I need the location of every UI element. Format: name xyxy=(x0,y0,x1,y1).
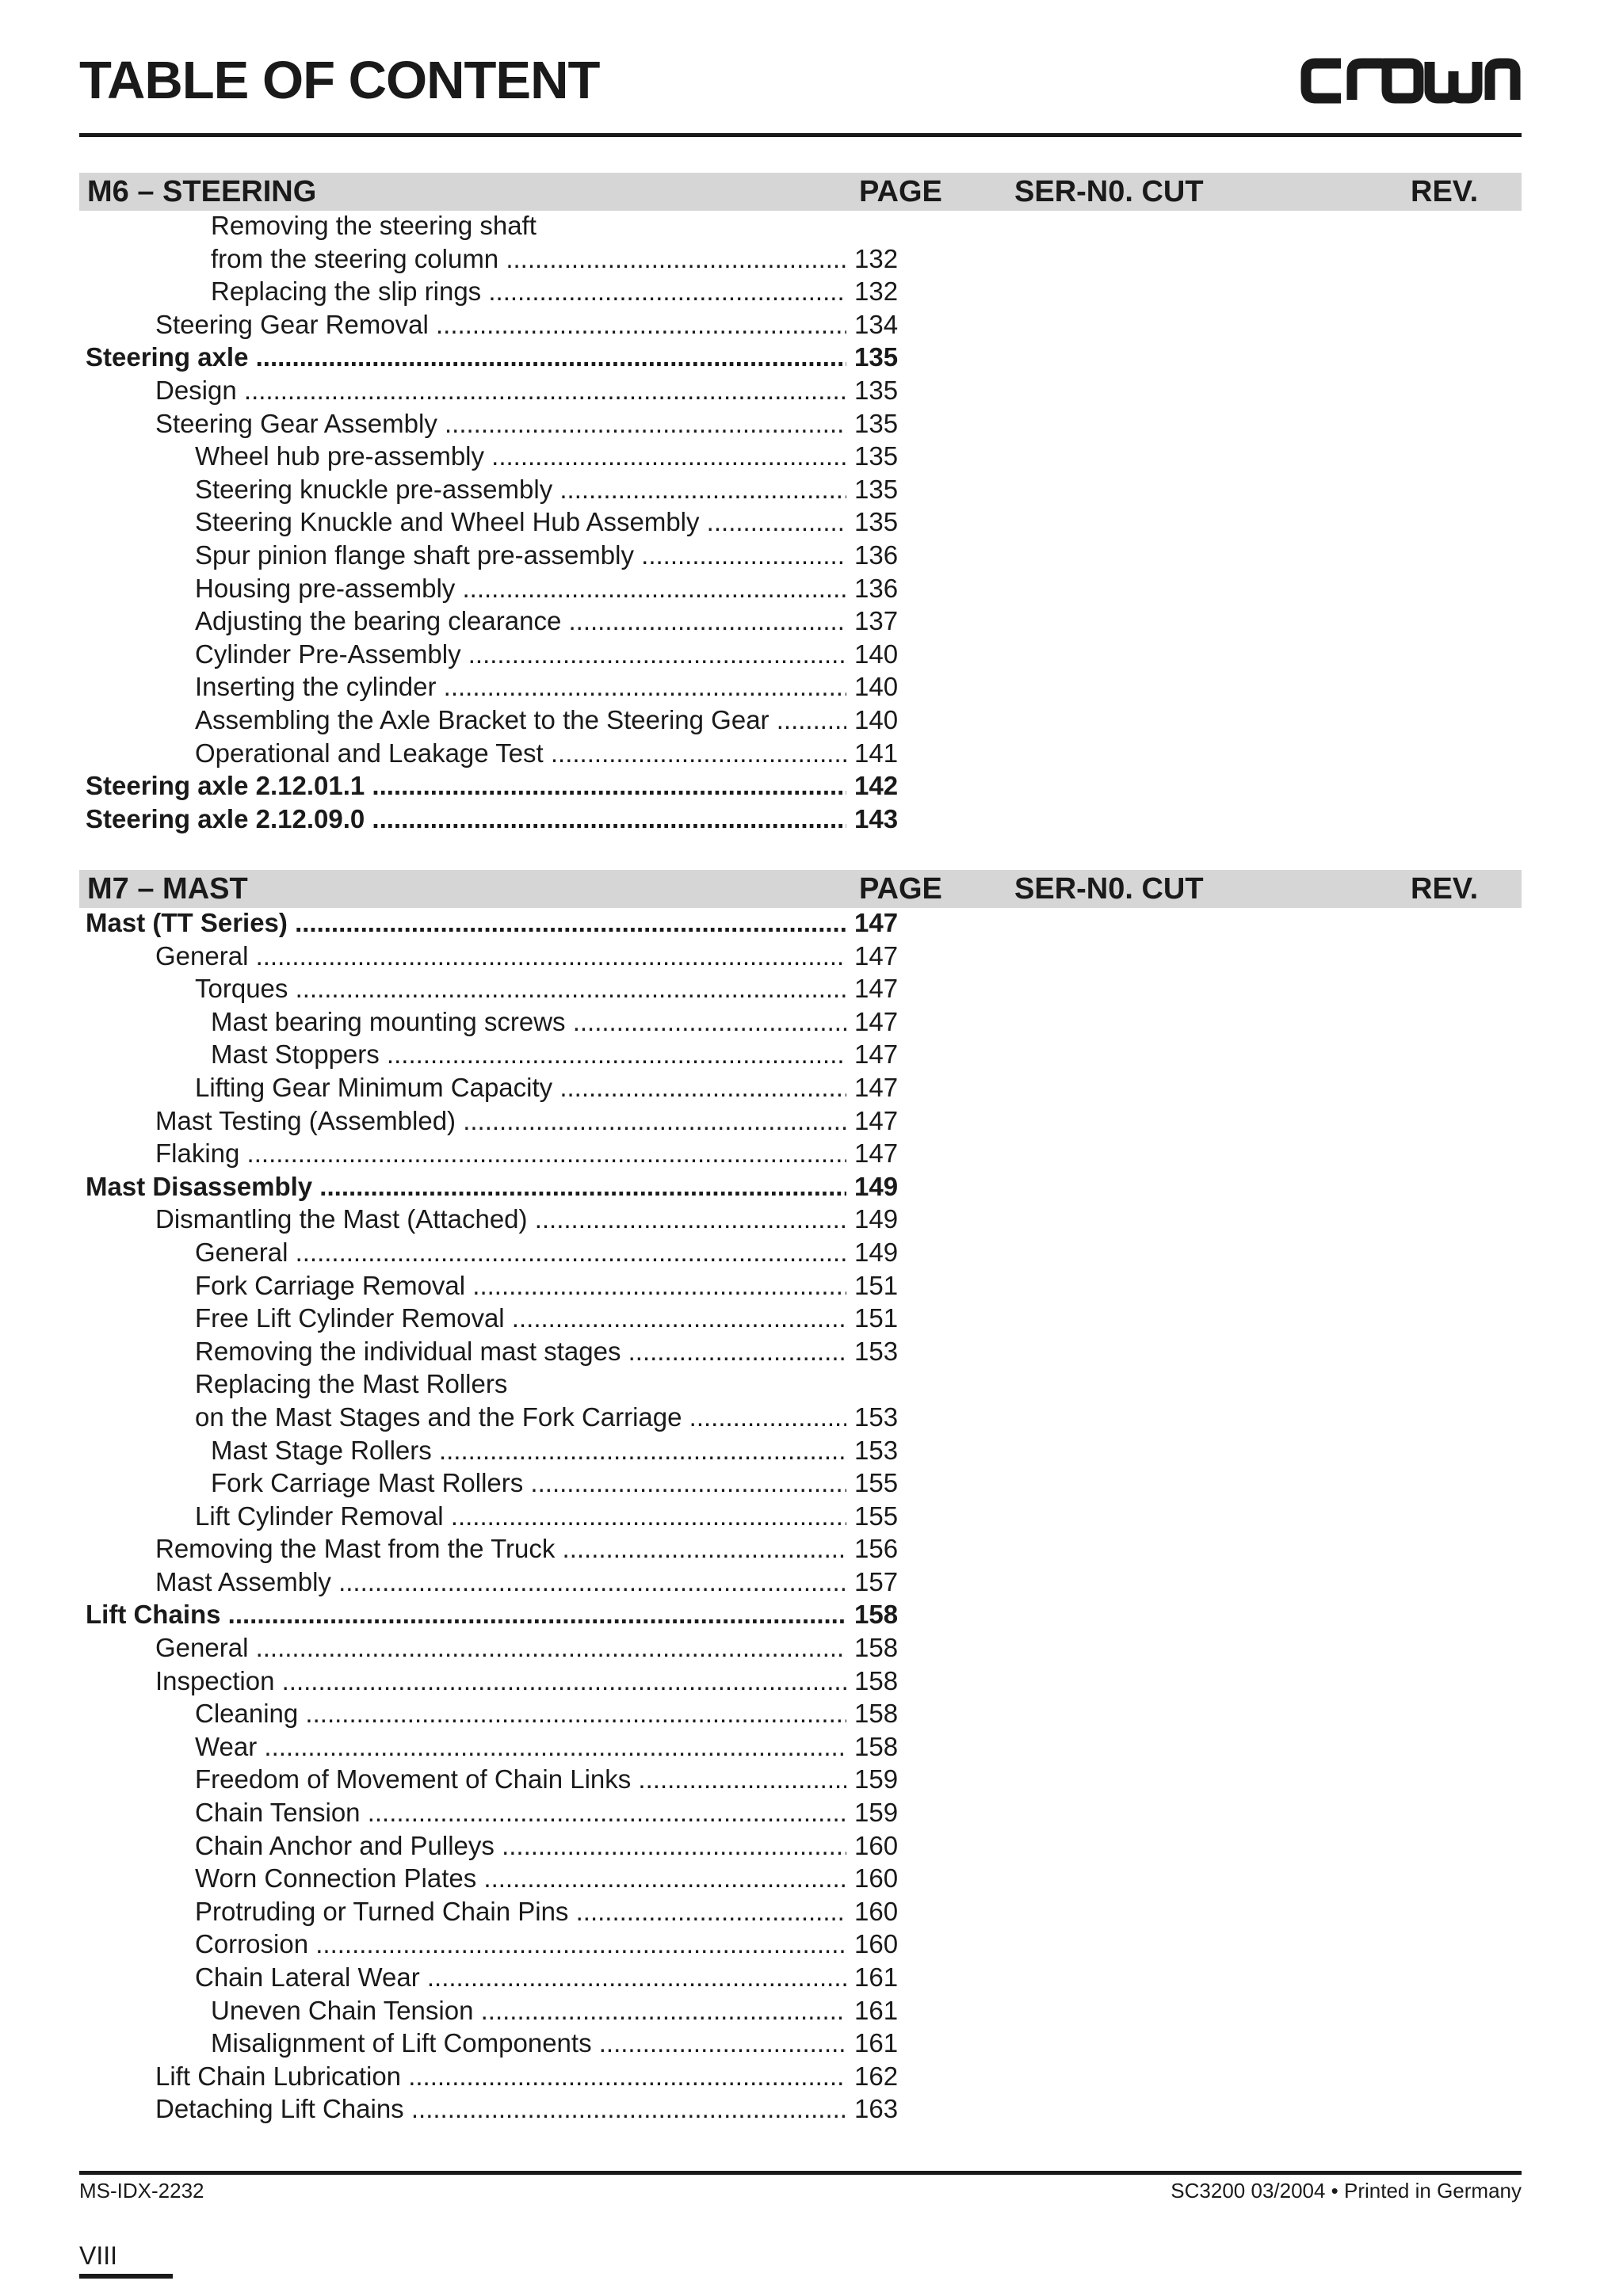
toc-entry-title: Torques ..... xyxy=(195,972,846,1005)
toc-entry-page: 155 xyxy=(854,1468,899,1498)
toc-entry xyxy=(86,1532,910,1566)
page-title: TABLE OF CONTENT xyxy=(79,51,600,110)
toc-entry-title: Uneven Chain Tension ..... xyxy=(211,1994,846,2027)
toc-entry xyxy=(86,308,910,341)
toc-entry-page: 159 xyxy=(854,1798,899,1828)
toc-entry xyxy=(86,1104,910,1138)
print-info: SC3200 03/2004 • Printed in Germany xyxy=(1170,2179,1522,2203)
page-number: VIII xyxy=(79,2241,118,2270)
toc-entry-title: Freedom of Movement of Chain Links ..... xyxy=(195,1763,846,1796)
toc-entry-title: Corrosion ..... xyxy=(195,1928,846,1961)
toc-entry-title: on the Mast Stages and the Fork Carriage ..... xyxy=(195,1401,846,1434)
toc-entry-title: Adjusting the bearing clearance ..... xyxy=(195,605,846,638)
toc-entry-page: 153 xyxy=(854,1402,899,1432)
toc-entry-title: Steering Gear Assembly ..... xyxy=(155,407,846,441)
toc-entry-page: 160 xyxy=(854,1863,899,1894)
toc-entry-title: Wheel hub pre-assembly ..... xyxy=(195,440,846,473)
toc-entry-page: 140 xyxy=(854,704,899,734)
toc-entry xyxy=(86,1598,910,1631)
toc-entry xyxy=(86,1335,910,1368)
toc-entry-title: Fork Carriage Mast Rollers ..... xyxy=(211,1466,846,1500)
toc-entry-page: 161 xyxy=(854,1995,899,2025)
toc-entry-page: 160 xyxy=(854,1929,899,1959)
toc-entry-title: Mast Testing (Assembled) ..... xyxy=(155,1104,846,1138)
page-number-underline xyxy=(79,2274,173,2279)
section-title: M7 – MAST xyxy=(87,872,248,906)
toc-entry xyxy=(86,473,910,506)
toc-entry-title: Worn Connection Plates ..... xyxy=(195,1862,846,1895)
column-serial: SER-N0. CUT xyxy=(1014,872,1204,906)
toc-entry-page: 135 xyxy=(854,507,899,537)
toc-entry-page: 151 xyxy=(854,1303,899,1333)
toc-entry-title: Cylinder Pre-Assembly ..... xyxy=(195,638,846,671)
toc-entry-page: 136 xyxy=(854,573,899,603)
toc-entry-title: Fork Carriage Removal ..... xyxy=(195,1269,846,1302)
toc-entry-title: General ..... xyxy=(195,1236,846,1269)
toc-list-m6 xyxy=(86,209,910,835)
toc-entry-title: Removing the Mast from the Truck ..... xyxy=(155,1532,846,1566)
toc-entry xyxy=(86,1961,910,1994)
toc-entry-page: 134 xyxy=(854,309,899,339)
toc-entry xyxy=(86,1631,910,1665)
column-serial: SER-N0. CUT xyxy=(1014,175,1204,208)
toc-entry xyxy=(86,1434,910,1467)
column-rev: REV. xyxy=(1411,175,1479,208)
toc-entry-title: Spur pinion flange shaft pre-assembly ..... xyxy=(195,539,846,572)
toc-entry-page: 158 xyxy=(854,1633,899,1663)
toc-entry-title: Wear ..... xyxy=(195,1730,846,1764)
toc-entry xyxy=(86,374,910,407)
toc-entry xyxy=(86,1665,910,1698)
toc-entry-page: 155 xyxy=(854,1501,899,1531)
document-code: MS-IDX-2232 xyxy=(79,2179,204,2203)
toc-entry-page: 161 xyxy=(854,2028,899,2058)
toc-entry-page: 158 xyxy=(854,1731,899,1761)
toc-entry-title: Dismantling the Mast (Attached) ..... xyxy=(155,1203,846,1236)
toc-entry xyxy=(86,341,910,374)
toc-entry xyxy=(86,769,910,803)
toc-entry-page: 140 xyxy=(854,672,899,702)
toc-entry xyxy=(86,1796,910,1829)
toc-entry-page: 153 xyxy=(854,1435,899,1465)
footer-rule xyxy=(79,2171,1522,2175)
toc-entry-title: Lift Chain Lubrication ..... xyxy=(155,2060,846,2093)
column-rev: REV. xyxy=(1411,872,1479,906)
toc-entry-title: Chain Lateral Wear ..... xyxy=(195,1961,846,1994)
toc-entry-page: 158 xyxy=(854,1665,899,1695)
toc-entry xyxy=(86,1697,910,1730)
toc-entry xyxy=(86,505,910,539)
toc-entry-title: Replacing the Mast Rollers xyxy=(195,1369,508,1399)
toc-entry-page: 141 xyxy=(854,738,899,768)
crown-logo xyxy=(1300,52,1522,109)
toc-entry xyxy=(86,1071,910,1104)
toc-entry-title: Steering Knuckle and Wheel Hub Assembly ..... xyxy=(195,505,846,539)
toc-entry-title: Design ..... xyxy=(155,374,846,407)
toc-entry-title: Removing the steering shaft xyxy=(211,211,537,240)
toc-entry xyxy=(86,2060,910,2093)
toc-entry xyxy=(86,1367,910,1401)
toc-entry xyxy=(86,737,910,770)
toc-entry-title: Operational and Leakage Test ..... xyxy=(195,737,846,770)
toc-entry xyxy=(86,2027,910,2060)
toc-entry-title: Free Lift Cylinder Removal ..... xyxy=(195,1302,846,1335)
section-title: M6 – STEERING xyxy=(87,175,317,208)
toc-entry xyxy=(86,670,910,704)
toc-entry-page: 135 xyxy=(854,342,899,372)
toc-entry xyxy=(86,1763,910,1796)
toc-entry-page: 163 xyxy=(854,2094,899,2124)
toc-entry-page: 162 xyxy=(854,2061,899,2091)
toc-entry-page: 158 xyxy=(854,1699,899,1729)
toc-entry-page: 160 xyxy=(854,1830,899,1860)
toc-entry-title: Steering axle 2.12.01.1 ..... xyxy=(86,769,846,803)
toc-entry-page: 147 xyxy=(854,1105,899,1135)
header-rule xyxy=(79,133,1522,137)
toc-entry xyxy=(86,1466,910,1500)
toc-entry xyxy=(86,1038,910,1071)
toc-entry-page: 142 xyxy=(854,771,899,801)
toc-entry-page: 147 xyxy=(854,1006,899,1036)
toc-entry-title: Flaking ..... xyxy=(155,1137,846,1170)
toc-entry-title: Inspection ..... xyxy=(155,1665,846,1698)
toc-entry xyxy=(86,1203,910,1236)
toc-entry xyxy=(86,1730,910,1764)
toc-entry-title: Mast Stoppers ..... xyxy=(211,1038,846,1071)
toc-entry-title: Replacing the slip rings ..... xyxy=(211,275,846,308)
toc-entry-title: Lift Cylinder Removal ..... xyxy=(195,1500,846,1533)
toc-entry-title: Protruding or Turned Chain Pins ..... xyxy=(195,1895,846,1928)
toc-entry-title: Mast bearing mounting screws ..... xyxy=(211,1005,846,1039)
toc-entry-page: 136 xyxy=(854,540,899,570)
toc-entry-page: 135 xyxy=(854,375,899,405)
toc-entry-page: 143 xyxy=(854,803,899,833)
toc-entry-page: 149 xyxy=(854,1171,899,1201)
toc-entry xyxy=(86,1862,910,1895)
toc-entry-title: Mast Stage Rollers ..... xyxy=(211,1434,846,1467)
toc-entry-title: Steering axle ..... xyxy=(86,341,846,374)
toc-entry xyxy=(86,539,910,572)
toc-entry-title: Assembling the Axle Bracket to the Steering Gear ..... xyxy=(195,704,846,737)
toc-entry xyxy=(86,1302,910,1335)
toc-entry-title: Removing the individual mast stages ..... xyxy=(195,1335,846,1368)
toc-entry-title: Detaching Lift Chains ..... xyxy=(155,2092,846,2126)
toc-entry xyxy=(86,1928,910,1961)
toc-entry-page: 135 xyxy=(854,474,899,504)
toc-entry-page: 151 xyxy=(854,1270,899,1300)
toc-entry xyxy=(86,605,910,638)
toc-entry-page: 153 xyxy=(854,1336,899,1366)
toc-entry xyxy=(86,1566,910,1599)
toc-entry xyxy=(86,2092,910,2126)
toc-entry xyxy=(86,209,910,242)
toc-entry xyxy=(86,972,910,1005)
toc-entry-title: Steering axle 2.12.09.0 ..... xyxy=(86,803,846,836)
toc-entry xyxy=(86,704,910,737)
toc-entry xyxy=(86,440,910,473)
toc-entry-page: 158 xyxy=(854,1600,899,1630)
toc-entry-page: 147 xyxy=(854,1072,899,1102)
toc-entry-title: General ..... xyxy=(155,1631,846,1665)
toc-entry-page: 147 xyxy=(854,1138,899,1169)
toc-entry-title: Housing pre-assembly ..... xyxy=(195,572,846,605)
toc-entry-title: Mast (TT Series) ..... xyxy=(86,906,846,940)
section-header-m7 xyxy=(79,870,1522,908)
toc-entry xyxy=(86,1895,910,1928)
toc-entry xyxy=(86,940,910,973)
toc-entry xyxy=(86,572,910,605)
toc-entry-title: Lift Chains ..... xyxy=(86,1598,846,1631)
toc-entry-title: from the steering column ..... xyxy=(211,242,846,276)
toc-entry xyxy=(86,242,910,276)
toc-entry-page: 160 xyxy=(854,1896,899,1926)
toc-entry xyxy=(86,1829,910,1863)
toc-entry xyxy=(86,1005,910,1039)
toc-entry-page: 159 xyxy=(854,1764,899,1794)
toc-entry-title: Cleaning ..... xyxy=(195,1697,846,1730)
toc-entry-page: 135 xyxy=(854,408,899,438)
toc-entry-page: 161 xyxy=(854,1962,899,1992)
toc-entry xyxy=(86,1401,910,1434)
toc-entry-page: 147 xyxy=(854,940,899,971)
toc-entry-page: 149 xyxy=(854,1237,899,1267)
toc-entry xyxy=(86,1170,910,1203)
toc-entry xyxy=(86,407,910,441)
toc-entry-title: Lifting Gear Minimum Capacity ..... xyxy=(195,1071,846,1104)
toc-entry xyxy=(86,803,910,836)
toc-entry-page: 157 xyxy=(854,1566,899,1596)
toc-entry xyxy=(86,1137,910,1170)
toc-entry-title: Chain Tension ..... xyxy=(195,1796,846,1829)
toc-entry xyxy=(86,1269,910,1302)
toc-entry-page: 156 xyxy=(854,1534,899,1564)
toc-entry-title: Inserting the cylinder ..... xyxy=(195,670,846,704)
column-page: PAGE xyxy=(859,872,942,906)
section-header-m6 xyxy=(79,173,1522,211)
toc-entry xyxy=(86,275,910,308)
toc-entry-title: Misalignment of Lift Components ..... xyxy=(211,2027,846,2060)
toc-entry-page: 147 xyxy=(854,974,899,1004)
toc-entry xyxy=(86,1500,910,1533)
column-page: PAGE xyxy=(859,175,942,208)
toc-entry-page: 147 xyxy=(854,908,899,937)
toc-entry-page: 132 xyxy=(854,243,899,273)
toc-entry-page: 149 xyxy=(854,1204,899,1234)
toc-entry xyxy=(86,1994,910,2027)
toc-entry-title: Steering knuckle pre-assembly ..... xyxy=(195,473,846,506)
toc-entry-title: Mast Assembly ..... xyxy=(155,1566,846,1599)
toc-entry-page: 147 xyxy=(854,1039,899,1070)
toc-entry xyxy=(86,638,910,671)
toc-entry xyxy=(86,906,910,940)
toc-entry-title: Mast Disassembly ..... xyxy=(86,1170,846,1203)
toc-entry-page: 140 xyxy=(854,639,899,669)
toc-entry xyxy=(86,1236,910,1269)
toc-entry-page: 137 xyxy=(854,606,899,636)
toc-entry-title: General ..... xyxy=(155,940,846,973)
toc-list-m7 xyxy=(86,906,910,2126)
toc-entry-page: 132 xyxy=(854,277,899,307)
toc-entry-title: Chain Anchor and Pulleys ..... xyxy=(195,1829,846,1863)
toc-entry-page: 135 xyxy=(854,441,899,471)
toc-entry-title: Steering Gear Removal ..... xyxy=(155,308,846,341)
